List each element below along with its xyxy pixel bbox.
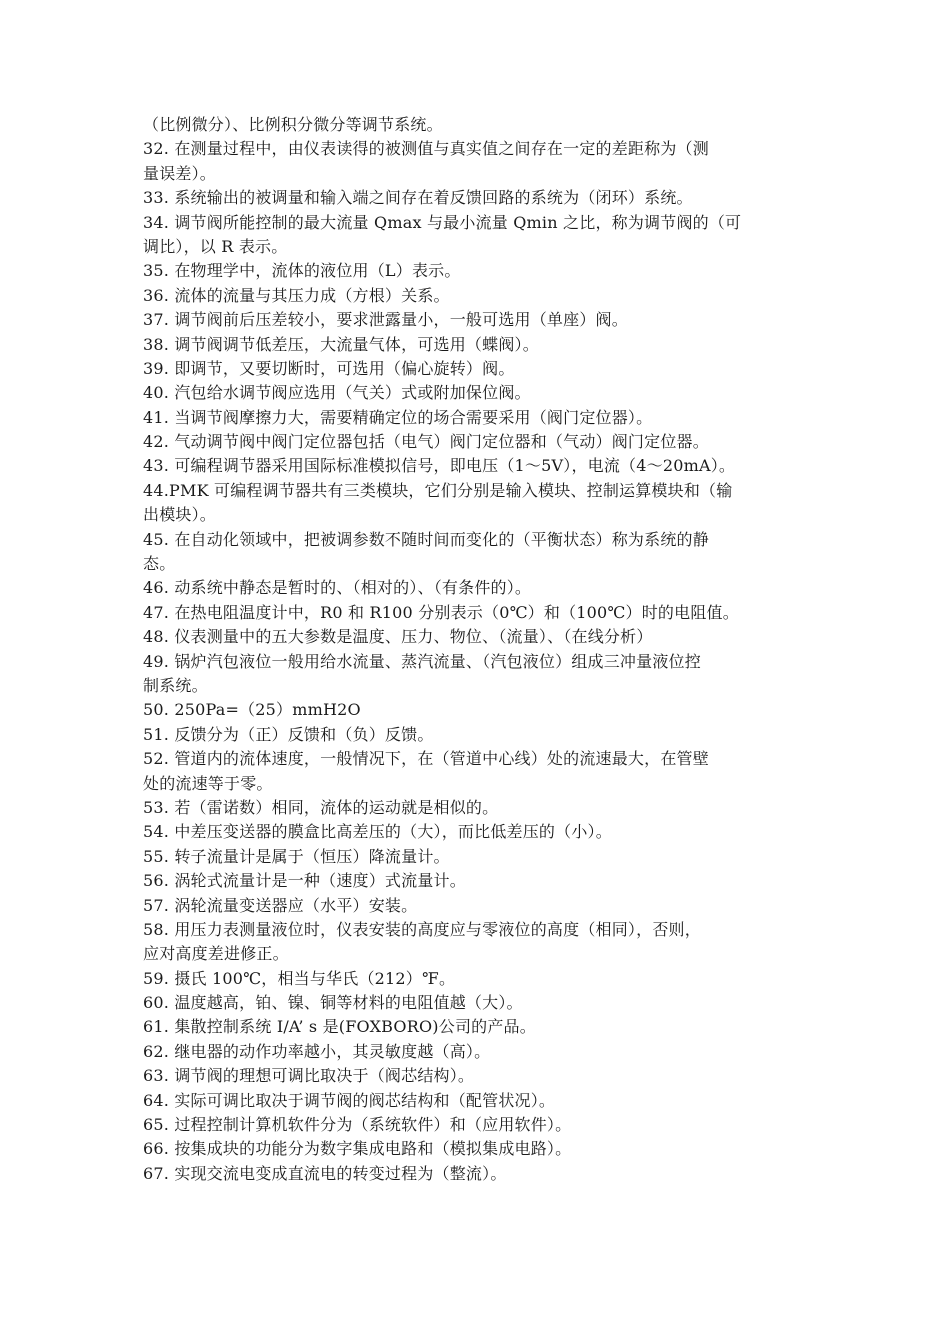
text-line: 60. 温度越高，铂、镍、铜等材料的电阻值越（大）。 — [143, 993, 523, 1013]
text-line: 61. 集散控制系统 I/A’ s 是(FOXBORO)公司的产品。 — [143, 1017, 536, 1037]
text-line: 49. 锅炉汽包液位一般用给水流量、蒸汽流量、（汽包液位）组成三冲量液位控 — [143, 651, 701, 671]
text-line: 64. 实际可调比取决于调节阀的阀芯结构和（配管状况）。 — [143, 1090, 556, 1110]
text-line: 40. 汽包给水调节阀应选用（气关）式或附加保位阀。 — [143, 383, 531, 403]
text-line: 43. 可编程调节器采用国际标准模拟信号，即电压（1～5V），电流（4～20mA）。 — [143, 456, 736, 476]
text-line: 量误差）。 — [143, 163, 217, 183]
text-line: 54. 中差压变送器的膜盒比高差压的（大），而比低差压的（小）。 — [143, 822, 612, 842]
text-line: 65. 过程控制计算机软件分为（系统软件）和（应用软件）。 — [143, 1115, 572, 1135]
text-line: 44.PMK 可编程调节器共有三类模块，它们分别是输入模块、控制运算模块和（输 — [143, 480, 733, 500]
text-line: 53. 若（雷诺数）相同，流体的运动就是相似的。 — [143, 797, 499, 817]
text-line: 56. 涡轮式流量计是一种（速度）式流量计。 — [143, 871, 466, 891]
text-line: 67. 实现交流电变成直流电的转变过程为（整流）。 — [143, 1163, 507, 1183]
text-line: 52. 管道内的流体速度，一般情况下，在（管道中心线）处的流速最大，在管壁 — [143, 749, 709, 769]
text-line: 58. 用压力表测量液位时，仪表安装的高度应与零液位的高度（相同），否则， — [143, 919, 701, 939]
text-line: 应对高度差进修正。 — [143, 944, 289, 964]
text-line: 41. 当调节阀摩擦力大，需要精确定位的场合需要采用（阀门定位器）。 — [143, 407, 653, 427]
text-line: 32. 在测量过程中，由仪表读得的被测值与真实值之间存在一定的差距称为（测 — [143, 139, 709, 159]
text-line: 出模块）。 — [143, 505, 217, 525]
text-line: 45. 在自动化领域中，把被调参数不随时间而变化的（平衡状态）称为系统的静 — [143, 529, 709, 549]
text-line: 34. 调节阀所能控制的最大流量 Qmax 与最小流量 Qmin 之比，称为调节阀的（可 — [143, 212, 742, 232]
text-line: 39. 即调节，又要切断时，可选用（偏心旋转）阀。 — [143, 358, 515, 378]
text-line: 51. 反馈分为（正）反馈和（负）反馈。 — [143, 724, 434, 744]
text-line: 制系统。 — [143, 675, 208, 695]
text-line: 63. 调节阀的理想可调比取决于（阀芯结构）。 — [143, 1066, 475, 1086]
text-line: 48. 仪表测量中的五大参数是温度、压力、物位、（流量）、（在线分析） — [143, 627, 653, 647]
text-line: 47. 在热电阻温度计中，R0 和 R100 分别表示（0℃）和（100℃）时的电阻值。 — [143, 602, 739, 622]
text-line: 62. 继电器的动作功率越小，其灵敏度越（高）。 — [143, 1041, 491, 1061]
text-line: 35. 在物理学中，流体的液位用（L）表示。 — [143, 261, 461, 281]
text-line: 55. 转子流量计是属于（恒压）降流量计。 — [143, 846, 450, 866]
text-line: 46. 动系统中静态是暂时的、（相对的）、（有条件的）。 — [143, 578, 532, 598]
text-line: 36. 流体的流量与其压力成（方根）关系。 — [143, 285, 450, 305]
text-line: 38. 调节阀调节低差压，大流量气体，可选用（蝶阀）。 — [143, 334, 539, 354]
text-line: 33. 系统输出的被调量和输入端之间存在着反馈回路的系统为（闭环）系统。 — [143, 188, 693, 208]
text-line: 57. 涡轮流量变送器应（水平）安装。 — [143, 895, 418, 915]
text-line: 处的流速等于零。 — [143, 773, 273, 793]
text-line: 态。 — [143, 554, 176, 574]
text-line: （比例微分）、比例积分微分等调节系统。 — [143, 115, 443, 134]
document-body — [143, 113, 811, 1186]
text-line: 66. 按集成块的功能分为数字集成电路和（模拟集成电路）。 — [143, 1139, 572, 1159]
text-line: 50. 250Pa=（25）mmH2O — [143, 700, 361, 720]
text-line: 42. 气动调节阀中阀门定位器包括（电气）阀门定位器和（气动）阀门定位器。 — [143, 432, 709, 452]
text-line: 59. 摄氏 100℃，相当与华氏（212）℉。 — [143, 968, 456, 988]
text-line: 37. 调节阀前后压差较小，要求泄露量小，一般可选用（单座）阀。 — [143, 310, 628, 330]
text-line: 调比），以 R 表示。 — [143, 236, 288, 256]
